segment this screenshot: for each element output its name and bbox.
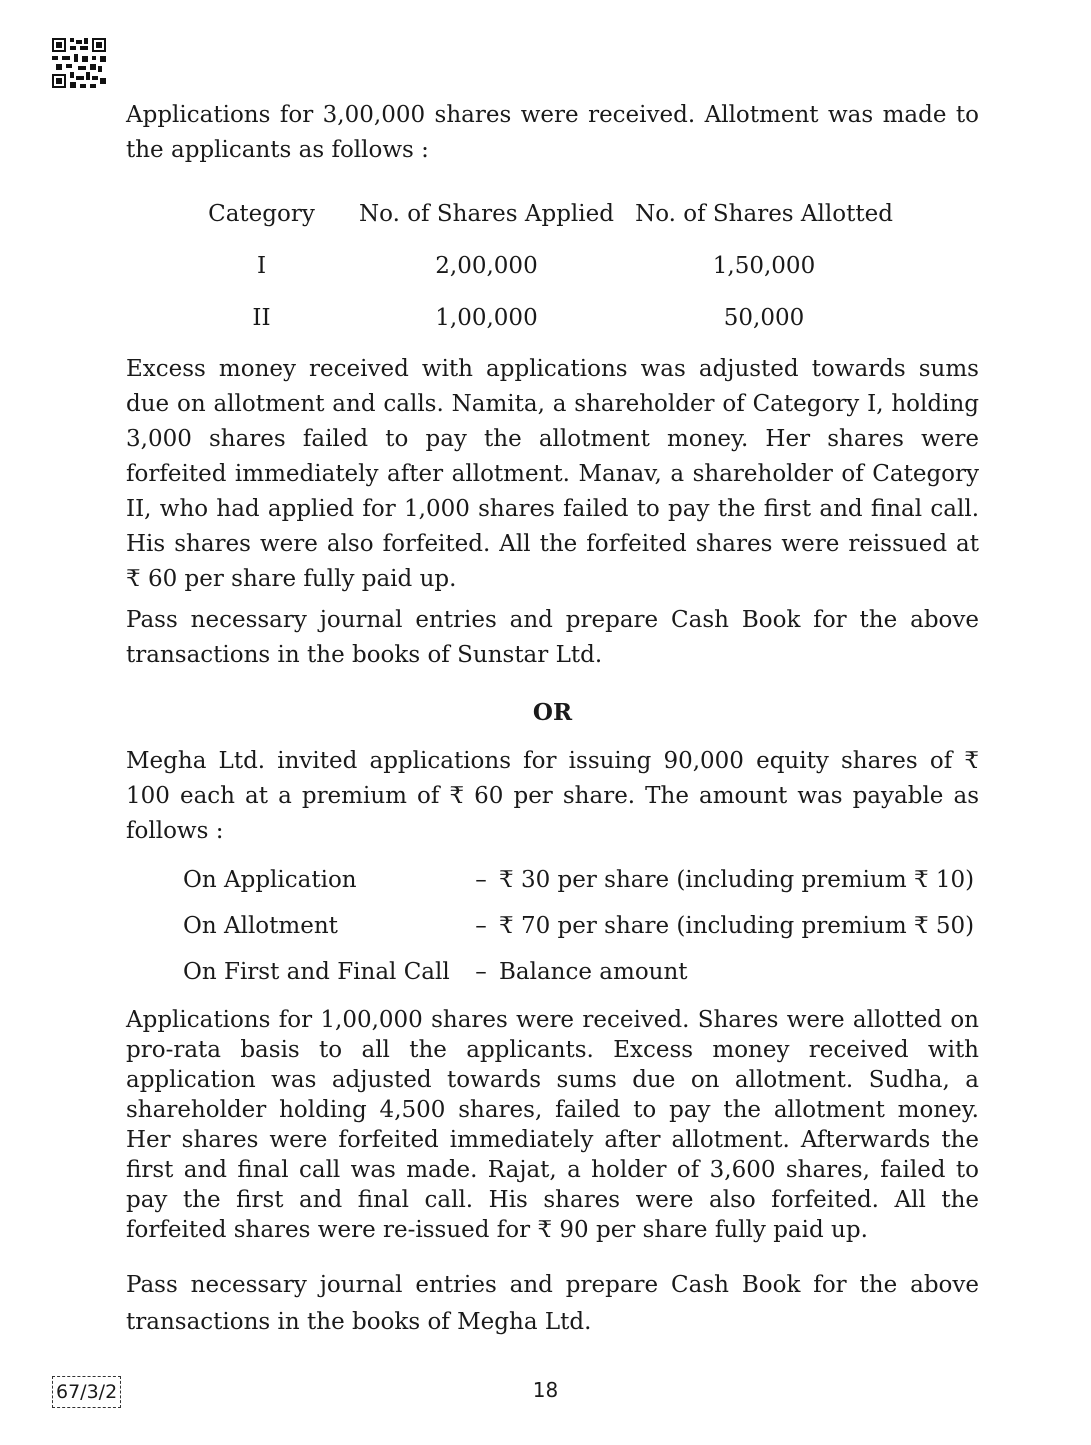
table-cell: I xyxy=(256,252,267,279)
table-cell: 2,00,000 xyxy=(435,252,538,279)
payment-term-row xyxy=(183,857,979,903)
paper-code: 67/3/2 xyxy=(52,1376,121,1408)
table-header: No. of Shares Applied xyxy=(359,200,614,227)
term-dash: – xyxy=(475,866,487,893)
table-row xyxy=(164,292,914,344)
table-header: No. of Shares Allotted xyxy=(635,200,893,227)
term-value: Balance amount xyxy=(499,958,688,985)
term-label: On First and Final Call xyxy=(183,958,450,985)
instruction-paragraph: Pass necessary journal entries and prepare Cash Book for the above transactions in the books of Sunstar Ltd. xyxy=(126,607,979,668)
table-header: Category xyxy=(208,200,315,227)
megha-intro-paragraph: Megha Ltd. invited applications for issuing 90,000 equity shares of ₹ 100 each at a premium of ₹ 60 per share. The amount was payable as follows : xyxy=(126,748,979,844)
page-number: 18 xyxy=(532,1378,559,1402)
table-cell: 1,50,000 xyxy=(712,252,816,279)
payment-term-row xyxy=(183,949,979,995)
term-label: On Allotment xyxy=(183,912,338,939)
table-header-row xyxy=(164,188,914,240)
forfeiture-paragraph: Excess money received with applications was adjusted towards sums due on allotment and calls. Namita, a shareholder of Category I, holding 3,000 shares failed to pay the allotment money. Her shares were forfeited immediately after allotment. Manav, a shareholder of Category II, who had applied for 1,000 shares failed to pay the first and final call. His shares were also forfeited. All the forfeited shares were reissued at ₹ 60 per share fully paid up. xyxy=(126,356,979,592)
megha-forfeiture-paragraph: Applications for 1,00,000 shares were received. Shares were allotted on pro-rata basis to all the applicants. Excess money received with application was adjusted towards sums due on allotment. Sudha, a shareholder holding 4,500 shares, failed to pay the allotment money. Her shares were forfeited immediately after allotment. Afterwards the first and final call was made. Rajat, a holder of 3,600 shares, failed to pay the first and final call. His shares were also forfeited. All the forfeited shares were re-issued for ₹ 90 per share fully paid up. xyxy=(126,1007,979,1243)
term-dash: – xyxy=(475,958,487,985)
term-label: On Application xyxy=(183,866,357,893)
payment-terms xyxy=(183,857,979,995)
term-value: ₹ 30 per share (including premium ₹ 10) xyxy=(499,866,975,893)
table-cell: 1,00,000 xyxy=(435,304,538,331)
or-separator: OR xyxy=(532,699,573,726)
table-cell: II xyxy=(252,304,271,331)
term-value: ₹ 70 per share (including premium ₹ 50) xyxy=(499,912,975,939)
megha-instruction-paragraph: Pass necessary journal entries and prepare Cash Book for the above transactions in the books of Megha Ltd. xyxy=(126,1272,979,1335)
qr-code-icon xyxy=(52,38,106,88)
allotment-table xyxy=(164,188,914,344)
question-body xyxy=(126,98,979,1341)
term-dash: – xyxy=(475,912,487,939)
table-cell: 50,000 xyxy=(723,304,805,331)
payment-term-row xyxy=(183,903,979,949)
table-row xyxy=(164,240,914,292)
intro-paragraph: Applications for 3,00,000 shares were received. Allotment was made to the applicants as follows : xyxy=(126,102,979,163)
